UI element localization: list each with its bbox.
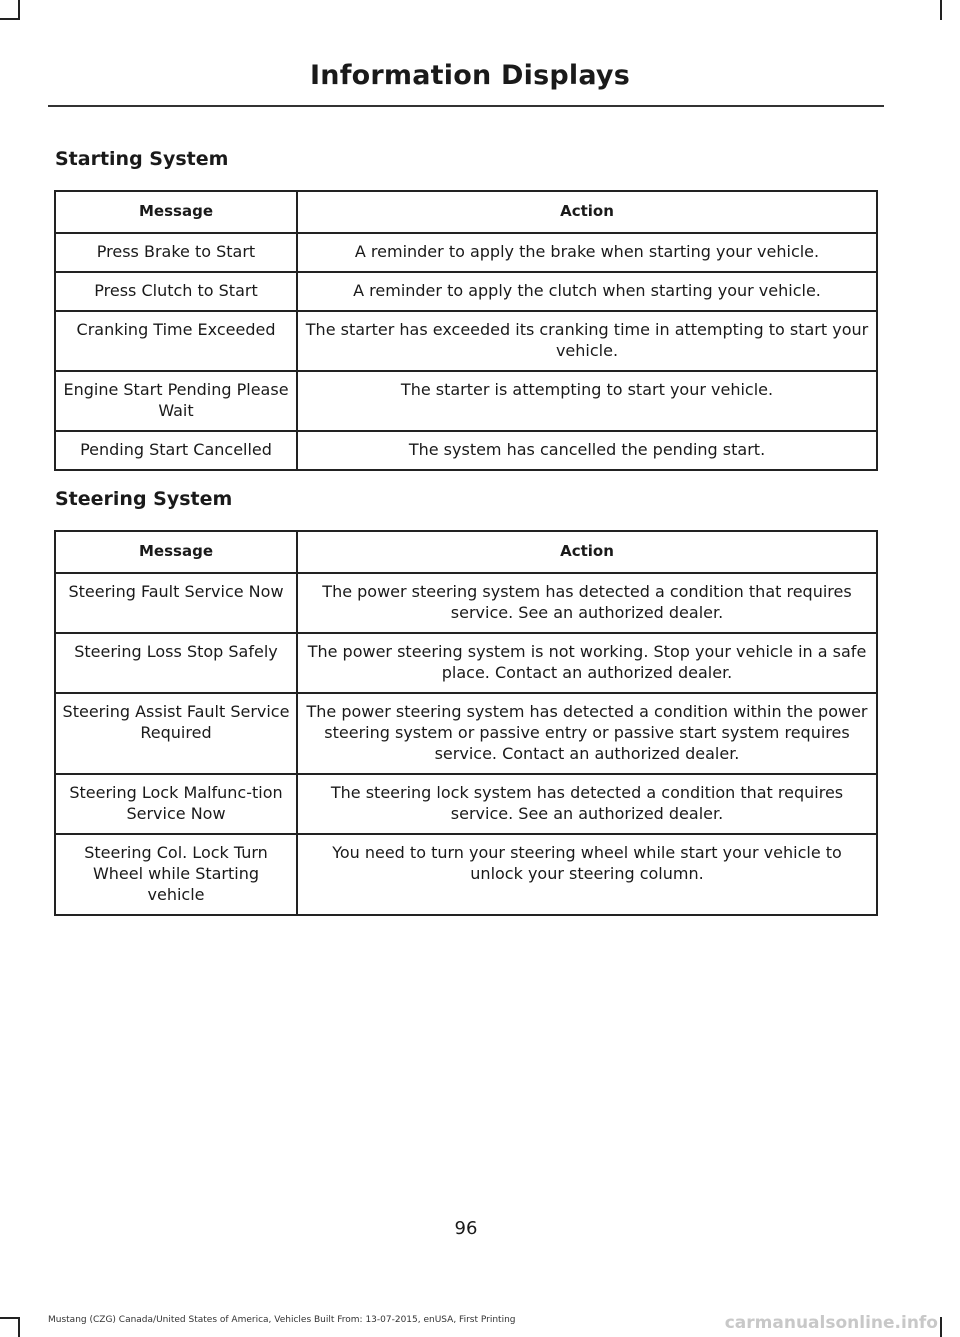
crop-mark-bottom-left-h bbox=[0, 1317, 20, 1319]
message-cell: Cranking Time Exceeded bbox=[55, 311, 297, 371]
action-cell: The steering lock system has detected a condition that requires service. See an authorized dealer. bbox=[297, 774, 877, 834]
message-cell: Press Brake to Start bbox=[55, 233, 297, 272]
header-divider bbox=[48, 105, 884, 107]
action-cell: The starter is attempting to start your vehicle. bbox=[297, 371, 877, 431]
starting-system-table bbox=[54, 190, 878, 471]
action-cell: You need to turn your steering wheel while start your vehicle to unlock your steering column. bbox=[297, 834, 877, 915]
page-number: 96 bbox=[454, 1218, 478, 1239]
column-header-action: Action bbox=[297, 531, 877, 573]
table-row bbox=[55, 431, 877, 470]
action-cell: A reminder to apply the clutch when starting your vehicle. bbox=[297, 272, 877, 311]
watermark: carmanualsonline.info bbox=[724, 1313, 938, 1333]
table-row bbox=[55, 633, 877, 693]
message-cell: Engine Start Pending Please Wait bbox=[55, 371, 297, 431]
message-cell: Steering Assist Fault Service Required bbox=[55, 693, 297, 774]
column-header-message: Message bbox=[55, 191, 297, 233]
table-row bbox=[55, 774, 877, 834]
action-cell: The power steering system is not working. Stop your vehicle in a safe place. Contact an authorized dealer. bbox=[297, 633, 877, 693]
section-title-steering-system: Steering System bbox=[55, 488, 233, 510]
action-cell: The power steering system has detected a condition that requires service. See an authorized dealer. bbox=[297, 573, 877, 633]
message-cell: Steering Fault Service Now bbox=[55, 573, 297, 633]
section-title-starting-system: Starting System bbox=[55, 148, 229, 170]
column-header-action: Action bbox=[297, 191, 877, 233]
table-row bbox=[55, 233, 877, 272]
page-title: Information Displays bbox=[310, 60, 630, 91]
action-cell: A reminder to apply the brake when starting your vehicle. bbox=[297, 233, 877, 272]
action-cell: The power steering system has detected a condition within the power steering system or passive entry or passive start system requires service. Contact an authorized dealer. bbox=[297, 693, 877, 774]
table-row bbox=[55, 371, 877, 431]
crop-mark-bottom-left bbox=[18, 1317, 20, 1337]
table-row bbox=[55, 834, 877, 915]
table-row bbox=[55, 272, 877, 311]
message-cell: Pending Start Cancelled bbox=[55, 431, 297, 470]
crop-mark-bottom-right bbox=[940, 1317, 942, 1337]
table-row bbox=[55, 311, 877, 371]
column-header-message: Message bbox=[55, 531, 297, 573]
steering-system-table bbox=[54, 530, 878, 916]
crop-mark-top-left-h bbox=[0, 18, 20, 20]
message-cell: Press Clutch to Start bbox=[55, 272, 297, 311]
action-cell: The system has cancelled the pending start. bbox=[297, 431, 877, 470]
table-header-row bbox=[55, 531, 877, 573]
message-cell: Steering Col. Lock Turn Wheel while Starting vehicle bbox=[55, 834, 297, 915]
table-row bbox=[55, 573, 877, 633]
crop-mark-top-right bbox=[940, 0, 942, 20]
message-cell: Steering Lock Malfunc-tion Service Now bbox=[55, 774, 297, 834]
crop-mark-top-left bbox=[18, 0, 20, 20]
table-row bbox=[55, 693, 877, 774]
action-cell: The starter has exceeded its cranking time in attempting to start your vehicle. bbox=[297, 311, 877, 371]
footer-text: Mustang (CZG) Canada/United States of America, Vehicles Built From: 13-07-2015, enUSA, First Printing bbox=[48, 1315, 516, 1325]
message-cell: Steering Loss Stop Safely bbox=[55, 633, 297, 693]
table-header-row bbox=[55, 191, 877, 233]
